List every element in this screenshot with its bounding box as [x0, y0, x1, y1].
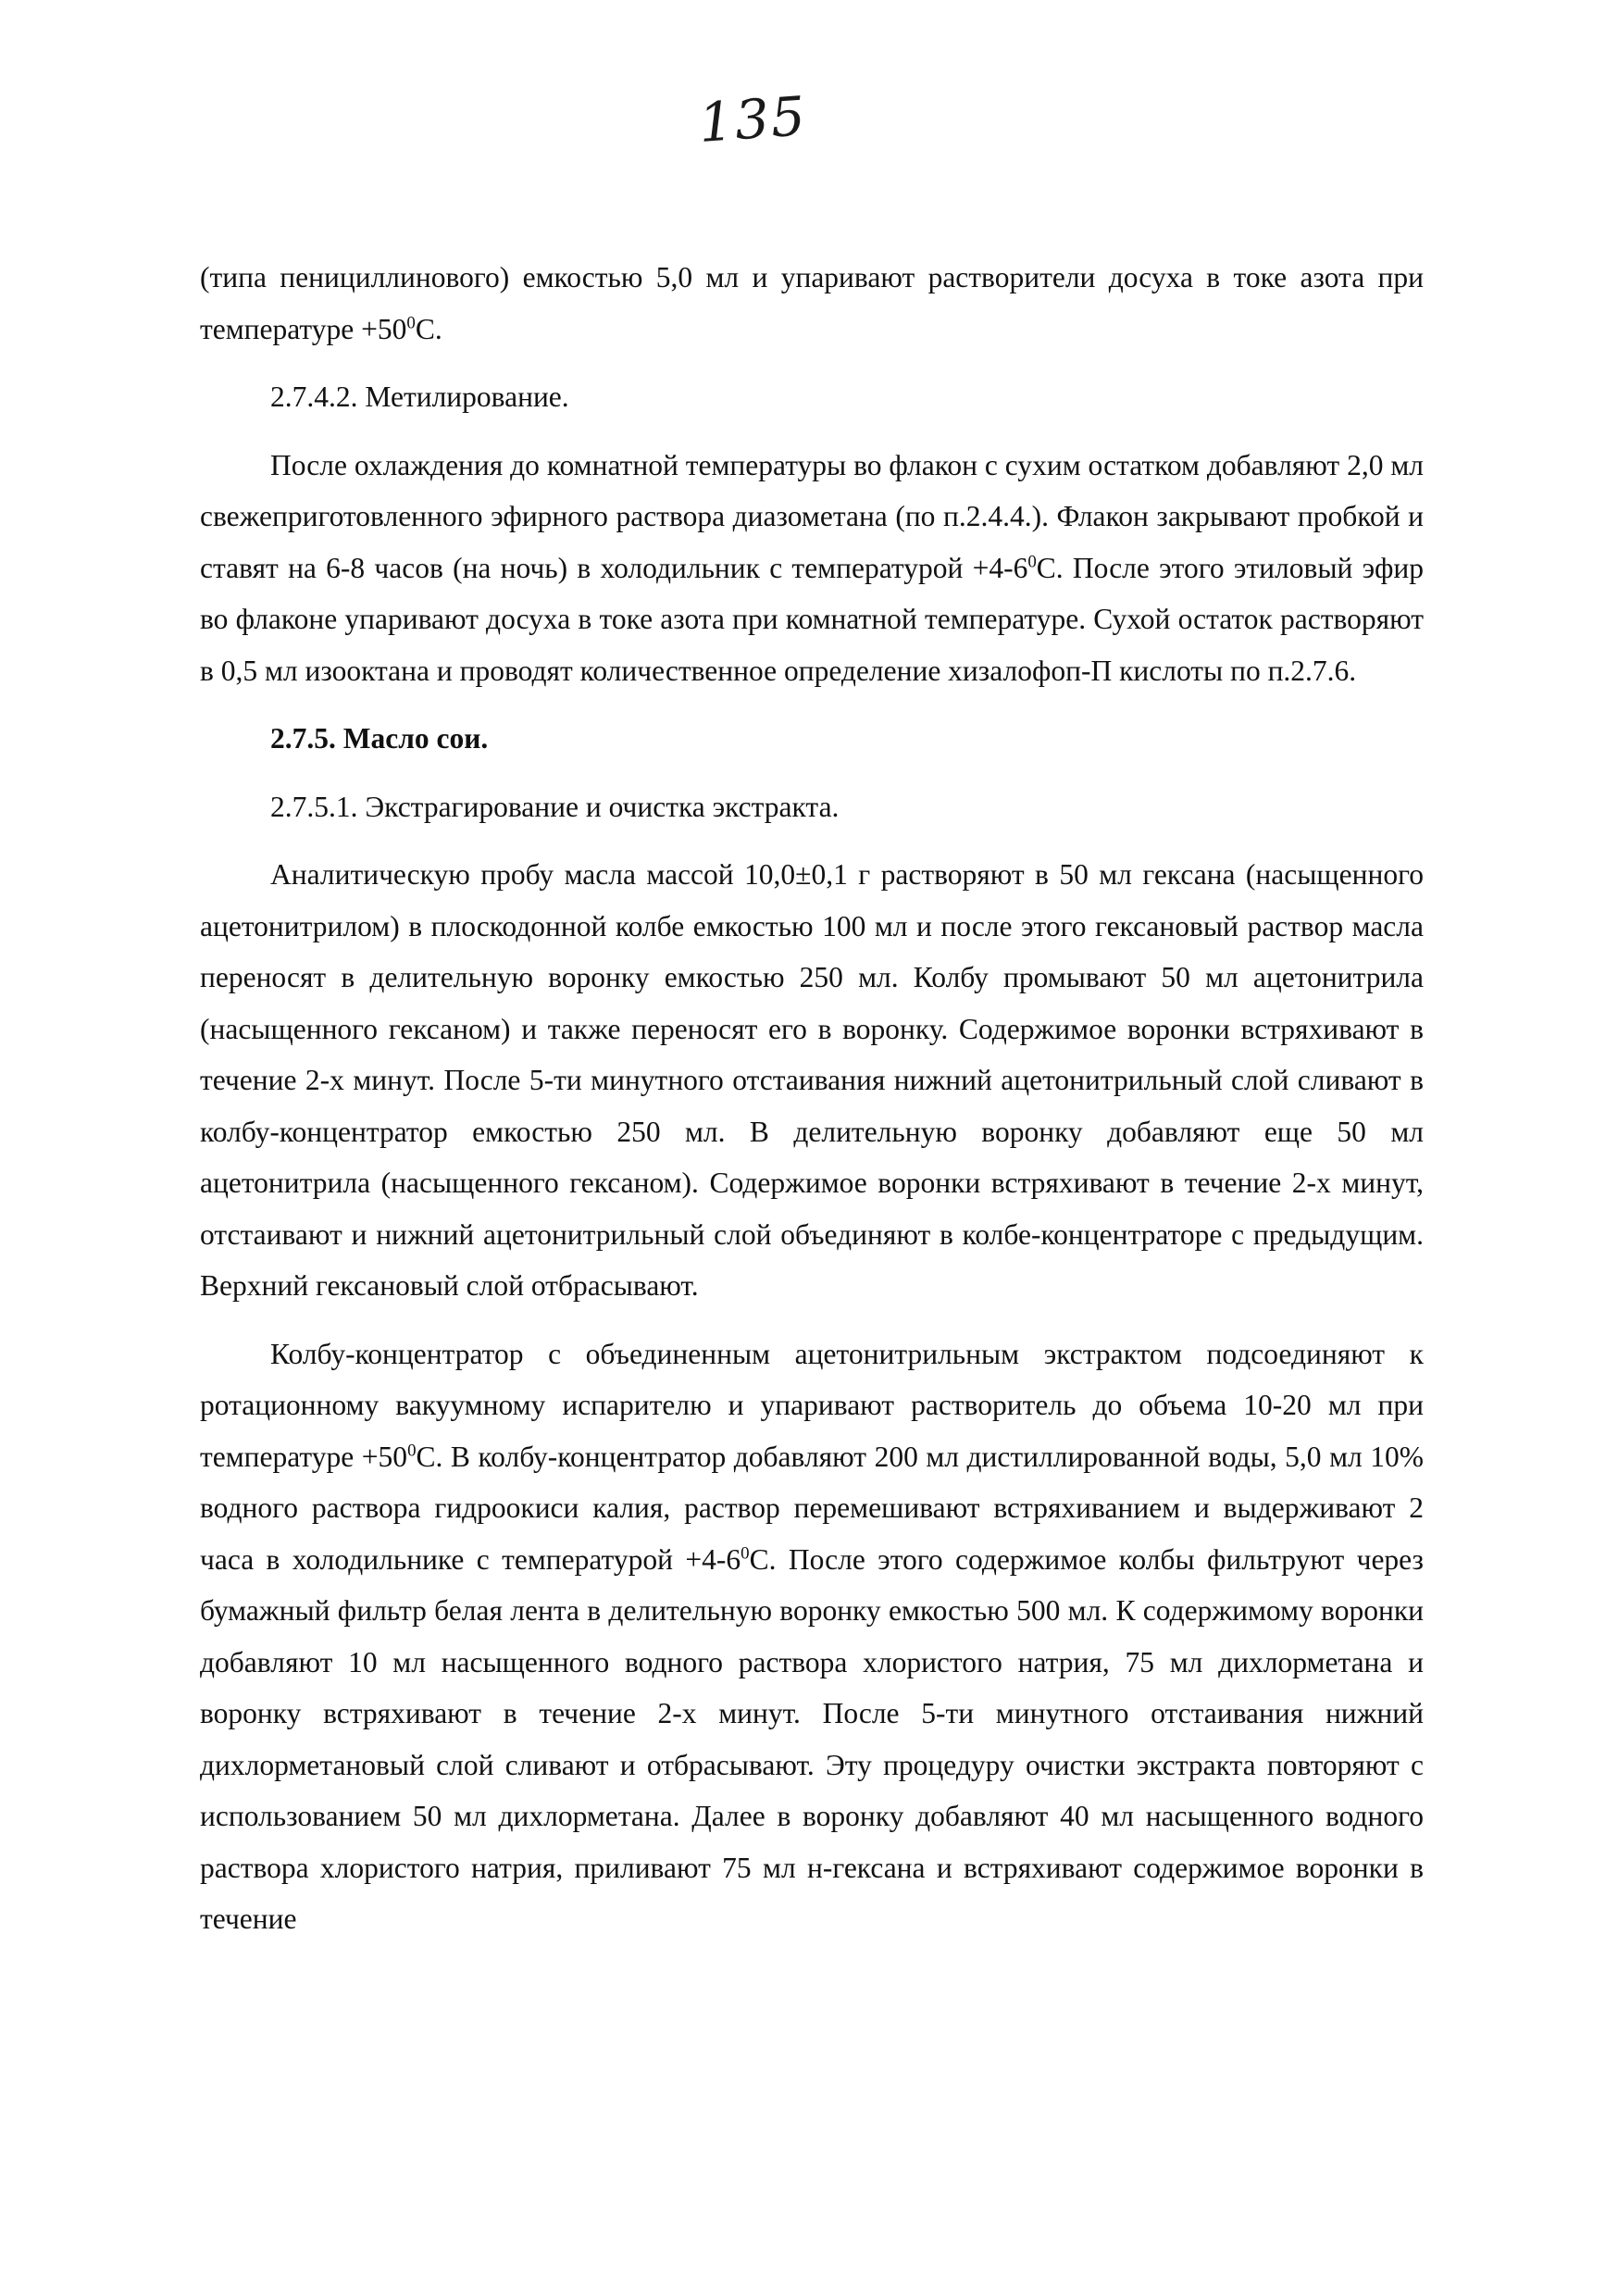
- paragraph-methylation: [200, 440, 1424, 697]
- handwritten-page-number: 135: [696, 84, 809, 155]
- paragraph-continuation: [200, 252, 1424, 355]
- section-heading-methylation: 2.7.4.2. Метилирование.: [270, 381, 569, 413]
- text-run: После охлаждения до комнатной температуры во флакон с сухим остатком добавляют 2,0 мл свежеприготовленного эфирного раствора диазометана (по п.2.4.4.). Флакон закрывают пробкой и ставят на 6-8 часов (на ночь) в холодильник с температурой +4-6: [200, 448, 1424, 584]
- subsection-heading-extraction: 2.7.5.1. Экстрагирование и очистка экстракта.: [270, 790, 840, 823]
- degree-superscript: 0: [1027, 552, 1037, 571]
- text-run: С. В колбу-концентратор добавляют 200 мл дистиллированной воды, 5,0 мл 10% водного раствора гидроокиси калия, раствор перемешивают встряхиванием и выдерживают 2 часа в холодильнике с температурой +4-6: [200, 1440, 1424, 1576]
- degree-superscript: 0: [407, 1441, 417, 1460]
- text-run: С.: [415, 312, 442, 345]
- paragraph-extraction: Аналитическую пробу масла массой 10,0±0,1 г растворяют в 50 мл гексана (насыщенного ацетонитрилом) в плоскодонной колбе емкостью 100 мл и после этого гексановый раствор масла переносят в делительную воронку емкостью 250 мл. Колбу промывают 50 мл ацетонитрила (насыщенного гексаном) и также переносят его в воронку. Содержимое воронки встряхивают в течение 2-х минут. После 5-ти минутного отстаивания нижний ацетонитрильный слой сливают в колбу-концентратор емкостью 250 мл. В делительную воронку добавляют еще 50 мл ацетонитрила (насыщенного гексаном). Содержимое воронки встряхивают в течение 2-х минут, отстаивают и нижний ацетонитрильный слой объединяют в колбе-концентраторе с предыдущим. Верхний гексановый слой отбрасывают.: [200, 858, 1424, 1302]
- document-body: [200, 252, 1424, 1945]
- text-run: С. После этого этиловый эфир во флаконе упаривают досуха в токе азота при комнатной температуре. Сухой остаток растворяют в 0,5 мл изооктана и проводят количественное определение хизалофоп-П кислоты по п.2.7.6.: [200, 551, 1424, 687]
- text-run: Колбу-концентратор с объединенным ацетонитрильным экстрактом подсоединяют к ротационному вакуумному испарителю и упаривают растворитель до объема 10-20 мл при температуре +50: [200, 1337, 1424, 1473]
- section-heading-soy-oil: 2.7.5. Масло сои.: [270, 722, 489, 755]
- degree-superscript: 0: [741, 1543, 750, 1563]
- paragraph-concentration: [200, 1329, 1424, 1945]
- degree-superscript: 0: [406, 313, 416, 332]
- text-run: С. После этого содержимое колбы фильтруют через бумажный фильтр белая лента в делительную воронку емкостью 500 мл. К содержимому воронки добавляют 10 мл насыщенного водного раствора хлористого натрия, 75 мл дихлорметана и воронку встряхивают в течение 2-х минут. После 5-ти минутного отстаивания нижний дихлорметановый слой сливают и отбрасывают. Эту процедуру очистки экстракта повторяют с использованием 50 мл дихлорметана. Далее в воронку добавляют 40 мл насыщенного водного раствора хлористого натрия, приливают 75 мл н-гексана и встряхивают содержимое воронки в течение: [200, 1542, 1424, 1935]
- text-run: (типа пенициллинового) емкостью 5,0 мл и упаривают растворители досуха в токе азота при температуре +50: [200, 261, 1424, 345]
